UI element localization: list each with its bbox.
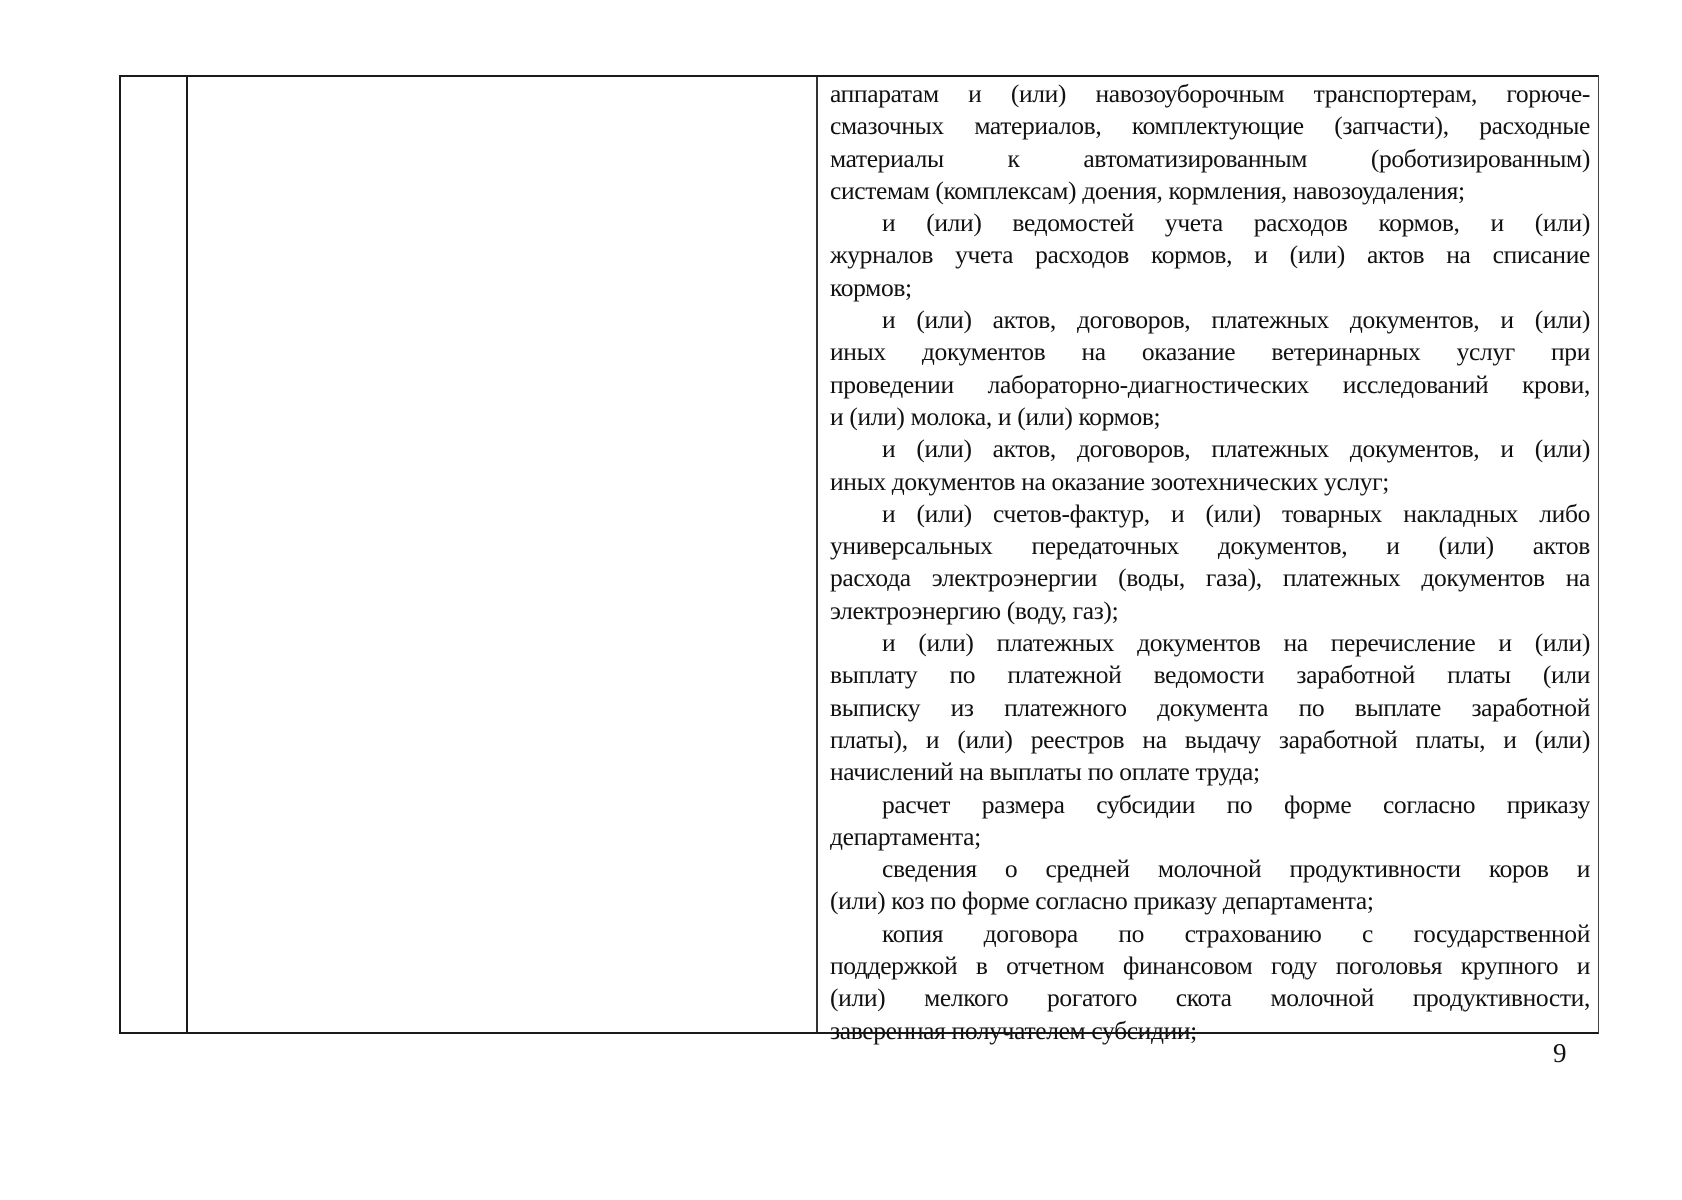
- paragraph-line: иных документов на оказание ветеринарных услуг при: [830, 337, 1590, 367]
- document-paragraph: [830, 918, 1590, 1047]
- paragraph-line: расчет размера субсидии по форме согласно приказу: [882, 789, 1590, 819]
- table-cell-documents: [830, 78, 1590, 1047]
- paragraph-line: расхода электроэнергии (воды, газа), платежных документов на: [830, 563, 1590, 593]
- document-paragraph: [830, 498, 1590, 627]
- document-paragraph: [830, 304, 1590, 433]
- document-paragraph: [830, 78, 1590, 207]
- paragraph-line: и (или) молока, и (или) кормов;: [830, 401, 1161, 431]
- paragraph-line: журналов учета расходов кормов, и (или) актов на списание: [830, 240, 1590, 270]
- paragraph-line: и (или) актов, договоров, платежных документов, и (или): [882, 434, 1590, 464]
- table-cell-number: [121, 77, 186, 1032]
- paragraph-line: выписку из платежного документа по выплате заработной: [830, 692, 1590, 722]
- column-divider: [816, 77, 818, 1032]
- document-paragraph: [830, 853, 1590, 918]
- paragraph-line: электроэнергию (воду, газ);: [830, 595, 1119, 625]
- paragraph-line: и (или) платежных документов на перечисление и (или): [882, 628, 1590, 658]
- paragraph-line: системам (комплексам) доения, кормления, навозоудаления;: [830, 175, 1465, 205]
- paragraph-line: универсальных передаточных документов, и (или) актов: [830, 531, 1590, 561]
- paragraph-line: и (или) счетов-фактур, и (или) товарных накладных либо: [882, 498, 1590, 528]
- document-paragraph: [830, 789, 1590, 854]
- paragraph-line: материалы к автоматизированным (роботизированным): [830, 143, 1590, 173]
- table-cell-description: [188, 77, 816, 1032]
- paragraph-line: копия договора по страхованию с государственной: [882, 918, 1590, 948]
- paragraph-line: иных документов на оказание зоотехнических услуг;: [830, 466, 1390, 496]
- paragraph-line: смазочных материалов, комплектующие (запчасти), расходные: [830, 111, 1590, 141]
- paragraph-line: сведения о средней молочной продуктивности коров и: [882, 854, 1590, 884]
- paragraph-line: департамента;: [830, 821, 981, 851]
- document-paragraph: [830, 207, 1590, 304]
- requirements-table: [119, 75, 1599, 1045]
- paragraph-line: аппаратам и (или) навозоуборочным транспортерам, горюче-: [830, 79, 1590, 108]
- paragraph-line: платы), и (или) реестров на выдачу заработной платы, и (или): [830, 724, 1590, 754]
- paragraph-line: и (или) ведомостей учета расходов кормов, и (или): [882, 208, 1590, 238]
- paragraph-line: проведении лабораторно-диагностических исследований крови,: [830, 369, 1590, 399]
- paragraph-line: (или) коз по форме согласно приказу департамента;: [830, 886, 1374, 916]
- paragraph-line: кормов;: [830, 272, 912, 302]
- paragraph-line: начислений на выплаты по оплате труда;: [830, 757, 1260, 787]
- document-paragraph: [830, 433, 1590, 498]
- paragraph-line: заверенная получателем субсидии;: [830, 1015, 1197, 1045]
- paragraph-line: (или) мелкого рогатого скота молочной продуктивности,: [830, 983, 1590, 1013]
- paragraph-line: выплату по платежной ведомости заработной платы (или: [830, 660, 1590, 690]
- document-paragraph: [830, 627, 1590, 788]
- page-number: 9: [1553, 1038, 1567, 1068]
- paragraph-line: и (или) актов, договоров, платежных документов, и (или): [882, 305, 1590, 335]
- paragraph-line: поддержкой в отчетном финансовом году поголовья крупного и: [830, 951, 1590, 981]
